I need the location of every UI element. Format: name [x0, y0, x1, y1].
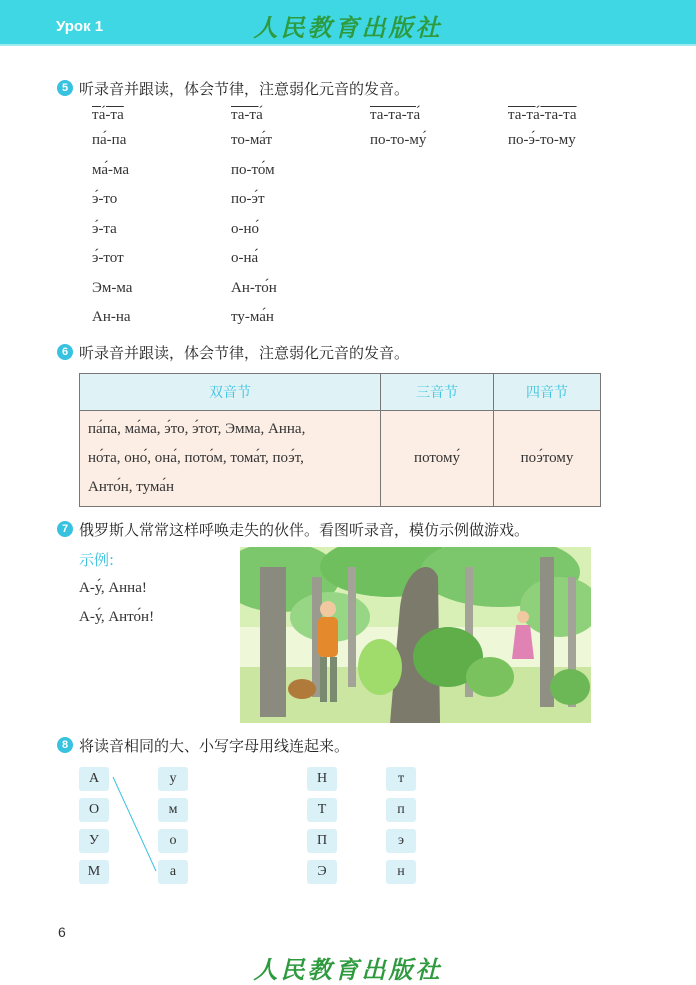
letter-box-lower[interactable]: н — [386, 860, 416, 884]
letter-box-upper[interactable]: О — [79, 798, 109, 822]
word-col2: то-ма́т — [231, 132, 273, 148]
letter-box-lower[interactable]: о — [158, 829, 188, 853]
forest-illustration — [240, 547, 591, 723]
letter-box-upper[interactable]: П — [307, 829, 337, 853]
word-col1: э́-тот — [92, 250, 124, 266]
word-col2: по-э́т — [231, 191, 265, 207]
pattern-2: та-та́ — [231, 107, 263, 123]
publisher-logo-bottom: 人民教育出版社 — [253, 955, 443, 984]
exercise-number-8: 8 — [57, 737, 73, 753]
two-syllable-line: но́та, оно́, она́, пото́м, тома́т, поэ́т, — [88, 450, 304, 466]
publisher-logo-top: 人民教育出版社 — [253, 13, 443, 42]
letter-box-upper[interactable]: У — [79, 829, 109, 853]
forest-scene-svg — [240, 547, 591, 723]
word-col2: о-на́ — [231, 250, 259, 266]
word-col2: о-но́ — [231, 221, 260, 237]
letter-box-lower[interactable]: п — [386, 798, 416, 822]
word-col1: Эм-ма — [92, 280, 133, 296]
exercise-8-instruction: 将读音相同的大、小写字母用线连起来。 — [79, 737, 350, 755]
pattern-4: та-та́-та-та — [508, 107, 577, 123]
four-syllable-word: поэ́тому — [494, 411, 601, 507]
letter-box-upper[interactable]: Н — [307, 767, 337, 791]
letter-box-upper[interactable]: А — [79, 767, 109, 791]
exercise-number-6: 6 — [57, 344, 73, 360]
pattern-1: та́-та — [92, 107, 124, 123]
letter-box-upper[interactable]: Э — [307, 860, 337, 884]
two-syllable-words — [80, 411, 381, 507]
header-three-syllable: 三音节 — [381, 374, 494, 411]
letter-box-lower[interactable]: т — [386, 767, 416, 791]
pattern-3: та-та-та́ — [370, 107, 421, 123]
exercise-number-5: 5 — [57, 80, 73, 96]
word-col2: по-то́м — [231, 162, 275, 178]
example-line: А-у́, Анна! — [79, 580, 147, 596]
page-number: 6 — [58, 924, 66, 940]
example-line: А-у́, Анто́н! — [79, 609, 155, 625]
exercise-number-7: 7 — [57, 521, 73, 537]
word-col4: по-э́-то-му — [508, 132, 576, 148]
word-col2: Ан-то́н — [231, 280, 277, 296]
syllable-table — [79, 373, 601, 507]
word-col1: па́-па — [92, 132, 127, 148]
exercise-7-instruction: 俄罗斯人常常这样呼唤走失的伙伴。看图听录音，模仿示例做游戏。 — [79, 521, 530, 539]
header-four-syllable: 四音节 — [494, 374, 601, 411]
header-two-syllable: 双音节 — [80, 374, 381, 411]
letter-box-lower[interactable]: а — [158, 860, 188, 884]
exercise-6-instruction: 听录音并跟读，体会节律，注意弱化元音的发音。 — [79, 344, 410, 362]
three-syllable-word: потому́ — [381, 411, 494, 507]
letter-box-lower[interactable]: м — [158, 798, 188, 822]
exercise-5-instruction: 听录音并跟读，体会节律，注意弱化元音的发音。 — [79, 80, 410, 98]
word-col1: ма́-ма — [92, 162, 130, 178]
header-divider — [0, 44, 696, 46]
word-col2: ту-ма́н — [231, 309, 274, 325]
letter-box-lower[interactable]: у — [158, 767, 188, 791]
two-syllable-line: па́па, ма́ма, э́то, э́тот, Эмма, Анна, — [88, 421, 306, 437]
word-col1: э́-то — [92, 191, 118, 207]
lesson-title: Урок 1 — [56, 18, 104, 35]
word-col1: Ан-на — [92, 309, 131, 325]
two-syllable-line: Анто́н, тума́н — [88, 479, 174, 495]
word-col3: по-то-му́ — [370, 132, 427, 148]
letter-box-upper[interactable]: Т — [307, 798, 337, 822]
example-label: 示例: — [79, 551, 115, 569]
letter-box-upper[interactable]: М — [79, 860, 109, 884]
letter-box-lower[interactable]: э — [386, 829, 416, 853]
word-col1: э́-та — [92, 221, 117, 237]
connecting-line — [113, 777, 156, 871]
